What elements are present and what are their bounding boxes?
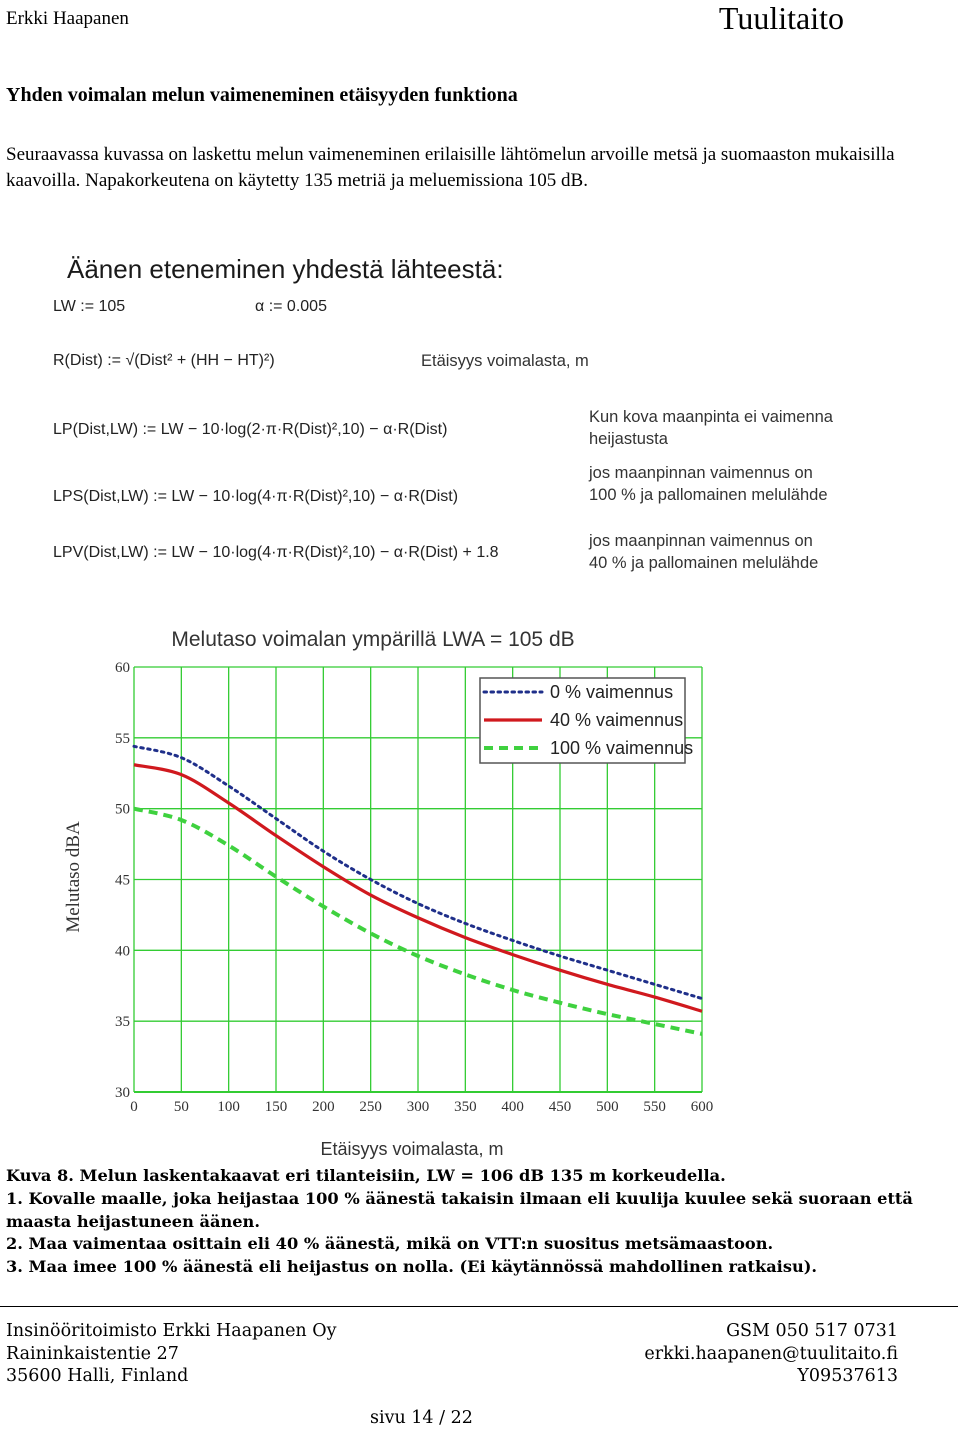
y-tick-label: 35 bbox=[115, 1014, 130, 1031]
footer-street: Raininkaistentie 27 bbox=[6, 1343, 179, 1364]
formula-dist-note: Etäisyys voimalasta, m bbox=[421, 352, 589, 370]
formula-note-lp: Kun kova maanpinta ei vaimenna heijastusta bbox=[589, 408, 833, 448]
x-tick-label: 600 bbox=[690, 1099, 714, 1115]
footer-code: Y09537613 bbox=[797, 1366, 898, 1386]
y-tick-labels bbox=[115, 660, 130, 1101]
formula-lpv: LPV(Dist,LW) := LW − 10·log(4·π·R(Dist)²,10) − α·R(Dist) + 1.8 bbox=[53, 544, 499, 561]
legend-label: 100 % vaimennus bbox=[550, 738, 694, 758]
footer-address bbox=[6, 1320, 337, 1388]
footer-email[interactable]: erkki.haapanen@tuulitaito.fi bbox=[644, 1343, 898, 1364]
footer-contact bbox=[644, 1320, 898, 1388]
y-tick-label: 40 bbox=[115, 943, 130, 960]
x-tick-label: 250 bbox=[359, 1099, 382, 1115]
x-tick-label: 300 bbox=[406, 1099, 430, 1115]
formula-r: R(Dist) := √(Dist² + (HH − HT)²) bbox=[53, 352, 275, 369]
x-tick-label: 400 bbox=[501, 1099, 524, 1115]
formula-note-lpv: jos maanpinnan vaimennus on 40 % ja pallomainen melulähde bbox=[589, 532, 819, 572]
formula-heading: Äänen eteneminen yhdestä lähteestä: bbox=[67, 254, 504, 284]
x-tick-labels bbox=[130, 1099, 713, 1115]
figure-caption bbox=[6, 1165, 946, 1279]
section-title: Yhden voimalan melun vaimeneminen etäisyyden funktiona bbox=[6, 84, 518, 106]
footer-gsm: GSM 050 517 0731 bbox=[726, 1321, 898, 1341]
y-tick-label: 55 bbox=[115, 730, 130, 747]
x-tick-label: 500 bbox=[596, 1099, 619, 1115]
caption-line: 2. Maa vaimentaa osittain eli 40 % äänestä, mikä on VTT:n suositus metsämaastoon. bbox=[6, 1234, 774, 1254]
x-tick-label: 0 bbox=[130, 1099, 138, 1115]
formula-alpha: α := 0.005 bbox=[255, 298, 327, 315]
y-axis-label: Melutaso dBA bbox=[63, 821, 84, 933]
caption-line: Kuva 8. Melun laskentakaavat eri tilanteisiin, LW = 106 dB 135 m korkeudella. bbox=[6, 1166, 726, 1185]
footer-company: Insinööritoimisto Erkki Haapanen Oy bbox=[6, 1321, 337, 1341]
footer-divider bbox=[0, 1306, 958, 1307]
noise-level-chart bbox=[55, 615, 735, 1165]
chart-legend bbox=[480, 678, 693, 763]
formula-panel bbox=[45, 248, 915, 598]
y-tick-label: 30 bbox=[115, 1085, 130, 1101]
x-tick-label: 450 bbox=[548, 1099, 572, 1115]
y-tick-label: 45 bbox=[115, 872, 130, 889]
formula-lps: LPS(Dist,LW) := LW − 10·log(4·π·R(Dist)²,10) − α·R(Dist) bbox=[53, 488, 459, 505]
formula-lw: LW := 105 bbox=[53, 298, 126, 315]
x-tick-label: 550 bbox=[643, 1099, 666, 1115]
x-tick-label: 100 bbox=[217, 1099, 240, 1115]
y-tick-label: 50 bbox=[115, 801, 130, 818]
x-tick-label: 200 bbox=[312, 1099, 335, 1115]
footer-city: 35600 Halli, Finland bbox=[6, 1366, 189, 1386]
y-tick-label: 60 bbox=[115, 660, 130, 676]
x-tick-label: 50 bbox=[173, 1099, 189, 1115]
caption-line: 3. Maa imee 100 % äänestä eli heijastus on nolla. (Ei käytännössä mahdollinen ratkaisu). bbox=[6, 1257, 818, 1277]
x-tick-label: 150 bbox=[264, 1099, 288, 1115]
intro-paragraph: Seuraavassa kuvassa on laskettu melun vaimeneminen erilaisille lähtömelun arvoille metsä ja suomaaston mukaisilla kaavoilla. Napakorkeutena on käytetty 135 metriä ja meluemissiona 105 dB. bbox=[6, 144, 895, 191]
legend-label: 0 % vaimennus bbox=[550, 682, 674, 702]
caption-line: 1. Kovalle maalle, joka heijastaa 100 % äänestä takaisin ilmaan eli kuulija kuulee sekä suoraan että maasta heijastuneen äänen. bbox=[6, 1188, 913, 1231]
formula-lp: LP(Dist,LW) := LW − 10·log(2·π·R(Dist)²,10) − α·R(Dist) bbox=[53, 421, 448, 438]
header-brand: Tuulitaito bbox=[718, 0, 844, 36]
page-number: sivu 14 / 22 bbox=[370, 1408, 473, 1428]
legend-label: 40 % vaimennus bbox=[550, 710, 684, 730]
x-axis-label: Etäisyys voimalasta, m bbox=[320, 1139, 504, 1159]
x-tick-label: 350 bbox=[454, 1099, 477, 1115]
formula-note-lps: jos maanpinnan vaimennus on 100 % ja pallomainen melulähde bbox=[589, 464, 828, 504]
header-author: Erkki Haapanen bbox=[6, 8, 129, 29]
chart-title: Melutaso voimalan ympärillä LWA = 105 dB bbox=[171, 628, 575, 651]
